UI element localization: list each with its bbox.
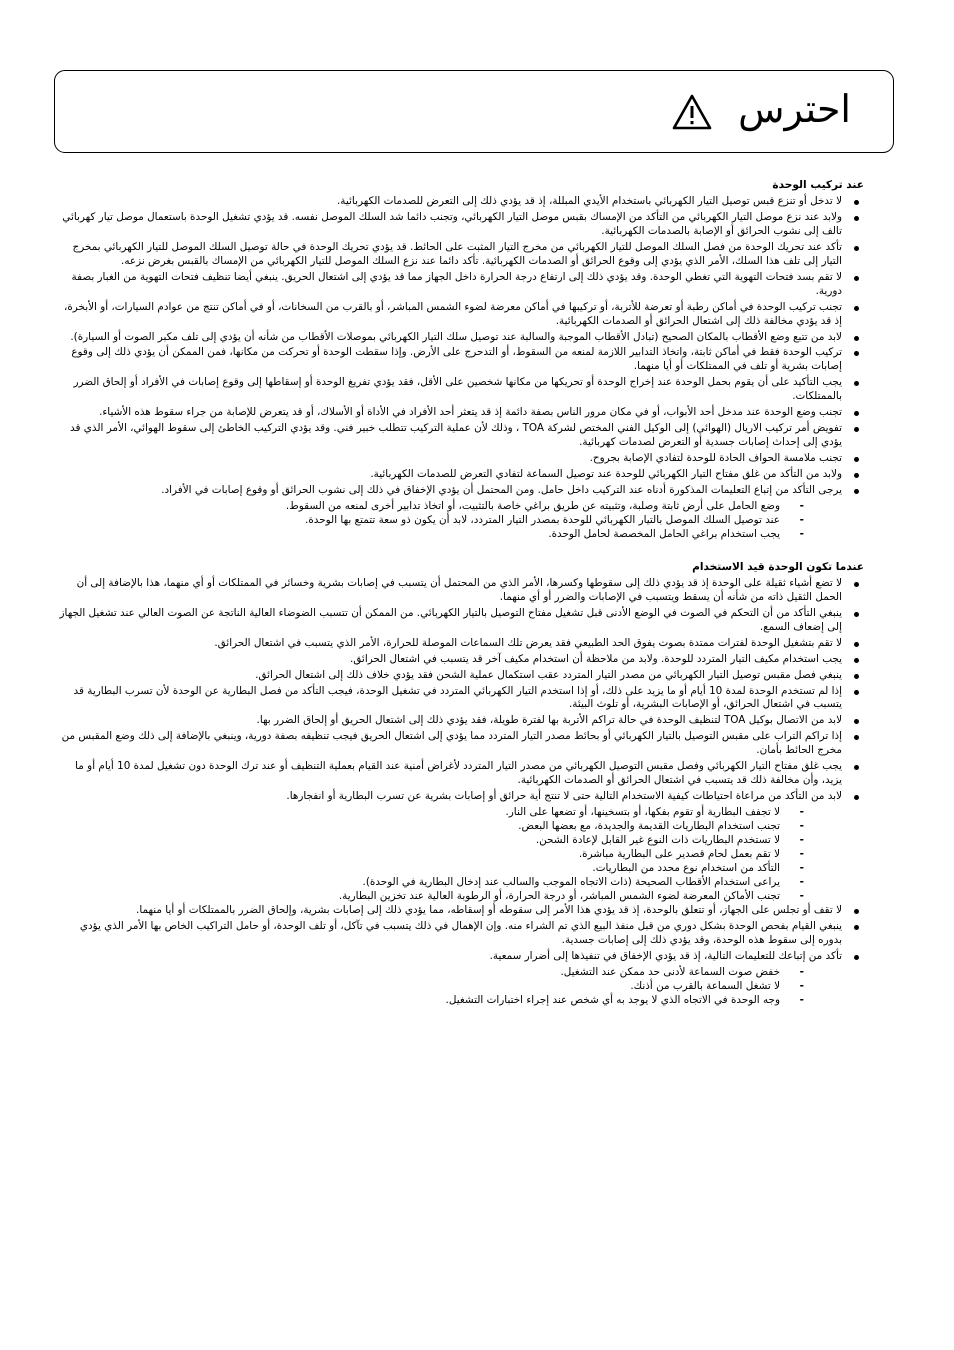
list-item: إذا تراكم التراب على مقبس التوصيل بالتيار الكهربائي أو بحائط مصدر التيار المتردد مما يؤدي إلى اشتعال الحريق فيجب تنظيفه بصفة دورية، وينبغي بالإضافة إلى ذلك وضع المقبس من مخرج الحائط بأمان. [58,730,864,758]
sub-list-item: - خفض صوت السماعة لأدنى حد ممكن عند التشغيل. [58,966,864,980]
list-item: لابد من الاتصال بوكيل TOA لتنظيف الوحدة في حالة تراكم الأتربة بها لفترة طويلة، فقد يؤدي ذلك إلى اشتعال الحريق أو إلحاق الضرر بها. [58,714,864,728]
in-use-list [58,577,864,804]
sub-list-item: - يجب استخدام براغي الحامل المخصصة لحامل الوحدة. [58,528,864,542]
rack-install-sublist [58,500,864,542]
list-item: يجب غلق مفتاح التيار الكهربائي وفصل مقبس التوصيل الكهربائي من مصدر التيار المتردد لأغراض أمنية عند القيام بعملية التنظيف أو عند ترك الوحدة دون تشغيل لمدة 10 أيام أو ما يزيد، وأن مخالفة ذلك قد يتسبب في اشتعال الحرائق أو الصدمات الكهربائية. [58,760,864,788]
list-item: تأكد من إتباعك للتعليمات التالية، إذ قد يؤدي الإخفاق في تنفيذها إلى أضرار سمعية. [58,950,864,964]
sub-list-item: - لا تستخدم البطاريات ذات النوع غير القابل لإعادة الشحن. [58,834,864,848]
sub-list-item: - تجنب استخدام البطاريات القديمة والجديدة، مع بعضها البعض. [58,820,864,834]
safety-instructions [58,179,864,1007]
installation-list [58,195,864,498]
section-title-installation: عند تركيب الوحدة [772,179,864,191]
list-item: تجنب وضع الوحدة عند مدخل أحد الأبواب، أو في مكان مرور الناس بصفة دائمة إذ قد يتعثر أحد الأفراد في الأداة أو الأسلاك، أو قد يتعرض للإصابة من جراء سقوط هذه الأشياء. [58,406,864,420]
in-use-list-continued [58,904,864,964]
list-item: تجنب ملامسة الحواف الحادة للوحدة لتفادي الإصابة بجروح. [58,452,864,466]
list-item: ولابد من التأكد من غلق مفتاح التيار الكهربائي للوحدة عند توصيل السماعة لتفادي التعرض للصدمات الكهربائية. [58,468,864,482]
sub-list-item: - تجنب الأماكن المعرضة لضوء الشمس المباشر، أو درجة الحرارة، أو الرطوبة العالية عند تخزين البطارية. [58,890,864,904]
list-item: تجنب تركيب الوحدة في أماكن رطبة أو تعرضة للأتربة، أو تركيبها في أماكن معرضة لضوء الشمس المباشر، أو بالقرب من السخانات، أو في أماكن تنتج من عوادم السيارات، أو الأبخرة، إذ قد يؤدي مخالفة ذلك إلى اشتعال الحرائق أو الصدمات الكهربائية. [58,301,864,329]
list-item: يرجى التأكد من إتباع التعليمات المذكورة أدناه عند التركيب داخل حامل. ومن المحتمل أن يؤدي الإخفاق في ذلك إلى نشوب الحرائق أو وقوع إصابات في الأفراد. [58,484,864,498]
list-item: لا تقم بتشغيل الوحدة لفترات ممتدة بصوت يفوق الحد الطبيعي فقد يعرض تلك السماعات الموصلة للحرارة، الأمر الذي يتسبب في اشتعال الحرائق. [58,637,864,651]
sub-list-item: - لا تقم بعمل لحام قصدير على البطارية مباشرة. [58,848,864,862]
section-title-in-use: عندما تكون الوحدة قيد الاستخدام [692,560,864,573]
sub-list-item: - وضع الحامل على أرض ثابتة وصلبة، وتثبيته عن طريق براغي خاصة بالتثبيت، أو اتخاذ تدابير أخرى لمنعه من السقوط. [58,500,864,514]
sub-list-item: - يراعى استخدام الأقطاب الصحيحة (ذات الاتجاه الموجب والسالب عند إدخال البطارية في الوحدة). [58,876,864,890]
sub-list-item: - لا تشغل السماعة بالقرب من أذنك. [58,980,864,994]
list-item: ينبغي فصل مقبس توصيل التيار الكهربائي من مصدر التيار المتردد عقب استكمال عملية الشحن فقد يؤدي خلاف ذلك إلى اشتعال الحرائق. [58,669,864,683]
sub-list-item: - لا تجفف البطارية أو تقوم بفكها، أو بتسخينها، أو تضعها على النار. [58,806,864,820]
list-item: إذا لم تستخدم الوحدة لمدة 10 أيام أو ما يزيد على ذلك، أو إذا استخدم التيار الكهربائي المتردد في تشغيل الوحدة، فيجب التأكد من فصل البطارية عن الوحدة لأن تسرب البطارية قد يتسبب في اشتعال الحرائق، أو الإصابات البشرية، أو تلوث البيئة. [58,685,864,713]
list-item: لا تقف أو تجلس على الجهاز، أو تتعلق بالوحدة، إذ قد يؤدي هذا الأمر إلى سقوطه أو إسقاطه، مما يؤدي ذلك إلى إصابات بشرية، وإلحاق الضرر بالممتلكات أو أيا منهما. [58,904,864,918]
list-item: تأكد عند تحريك الوحدة من فصل السلك الموصل للتيار الكهربائي من مخرج التيار المثبت على الحائط. قد يؤدي تحريك الوحدة في حالة توصيل السلك الموصل للتيار الكهربائي بمخرج التيار إلى تلف هذا السلك، الأمر الذي يؤدي إلى وقوع الحرائق أو الصدمات الكهربائية. تأكد دائما عند نزع السلك الموصل للتيار الكهربائي من الإمساك بالقبس بغرض نزعه. [58,241,864,269]
caution-header-box [54,70,894,153]
list-item: ينبغي التأكد من أن التحكم في الصوت في الوضع الأدنى قبل تشغيل مفتاح التوصيل بالتيار الكهربائي. من الممكن أن تتسبب الضوضاء العالية الناتجة عن الصوت العالي عند تشغيل الجهاز إلى إضعاف السمع. [58,607,864,635]
list-item: لا تدخل أو تنزع قبس توصيل التيار الكهربائي باستخدام الأيدي المبللة، إذ قد يؤدي ذلك إلى التعرض للصدمات الكهربائية. [58,195,864,209]
warning-triangle-icon [672,94,712,130]
list-item: تفويض أمر تركيب الاريال (الهوائي) إلى الوكيل الفني المختص لشركة TOA ، وذلك لأن عملية التركيب تتطلب خبير فني. وقد يؤدي التركيب الخاطئ إلى سقوط الهوائي، الأمر الذي قد يؤدي إلى إحداث إصابات جسدية أو التعرض لصدمات كهربائية. [58,422,864,450]
list-item: لا تقم بسد فتحات التهوية التي تغطي الوحدة. وقد يؤدي ذلك إلى ارتفاع درجة الحرارة داخل الجهاز مما قد يؤدي إلى اشتعال الحريق. ينبغي أيضا تنظيف فتحات التهوية من الغبار بصفة دورية. [58,271,864,299]
list-item: يجب التأكيد على أن يقوم بحمل الوحدة عند إخراج الوحدة أو تحريكها من مكانها شخصين على الأقل، فقد يؤدي تفريغ الوحدة أو إسقاطها إلى وقوع إصابات في الأفراد أو إلحاق الضرر بالممتلكات. [58,376,864,404]
caution-title: احترس [738,86,851,131]
list-item: لابد من تتبع وضع الأقطاب بالمكان الصحيح (تبادل الأقطاب الموجبة والسالبة عند توصيل سلك التيار الكهربائي بموصلات الأقطاب من شأنه أن يؤدي إلى تلف مكبر الصوت أو السيارة). [58,331,864,345]
sub-list-item: - عند توصيل السلك الموصل بالتيار الكهربائي للوحدة بمصدر التيار المتردد، لابد أن يكون ذو سعة تتمتع بها الوحدة. [58,514,864,528]
list-item: تركيب الوحدة فقط في أماكن ثابتة، واتخاذ التدابير اللازمة لمنعه من السقوط، أو التدحرج على الأرض. وإذا سقطت الوحدة أو تحركت من مكانها، فمن الممكن أن يؤدي ذلك إلى وقوع إصابات بشرية أو تلف في الممتلكات أو أيا منهما. [58,346,864,374]
list-item: لا تضع أشياء ثقيلة على الوحدة إذ قد يؤدي ذلك إلى سقوطها وكسرها، الأمر الذي من المحتمل أن يتسبب في إصابات بشرية وخسائر في الممتلكات أو أي منهما، هذا بالإضافة إلى أن الحمل الثقيل ذاته من شأنه أن يسقط ويتسبب في الإصابات والضرر أو أي منهما. [58,577,864,605]
list-item: ينبغي القيام بفحص الوحدة بشكل دوري من قبل منفذ البيع الذي تم الشراء منه. وإن الإهمال في ذلك يتسبب في تآكل، أو تلف الوحدة، أو حامل التراكيب الخاص بها الأمر الذي يؤدي بدوره إلى سقوط هذه الوحدة، وقد يؤدي ذلك إلى إصابات جسدية. [58,920,864,948]
sub-list-item: - التأكد من استخدام نوع محدد من البطاريات. [58,862,864,876]
list-item: لابد من التأكد من مراعاة احتياطات كيفية الاستخدام التالية حتى لا تنتج أية حرائق أو إصابات بشرية عن تسرب البطارية أو انفجارها. [58,790,864,804]
list-item: يجب استخدام مكيف التيار المتردد للوحدة. ولابد من ملاحظة أن استخدام مكيف آخر قد يتسبب في اشتعال الحرائق. [58,653,864,667]
list-item: ولابد عند نزع موصل التيار الكهربائي من التأكد من الإمساك بقبس موصل التيار الكهربائي، وتجنب دائما شد السلك الموصل نفسه. قد يؤدي تشغيل الوحدة باستعمال موصل تيار كهربائي تالف إلى نشوب الحرائق أو الإصابة بالصدمات الكهربائية. [58,211,864,239]
battery-sublist [58,806,864,904]
hearing-sublist [58,966,864,1008]
sub-list-item: - وجه الوحدة في الاتجاه الذي لا يوجد به أي شخص عند إجراء اختبارات التشغيل. [58,994,864,1008]
